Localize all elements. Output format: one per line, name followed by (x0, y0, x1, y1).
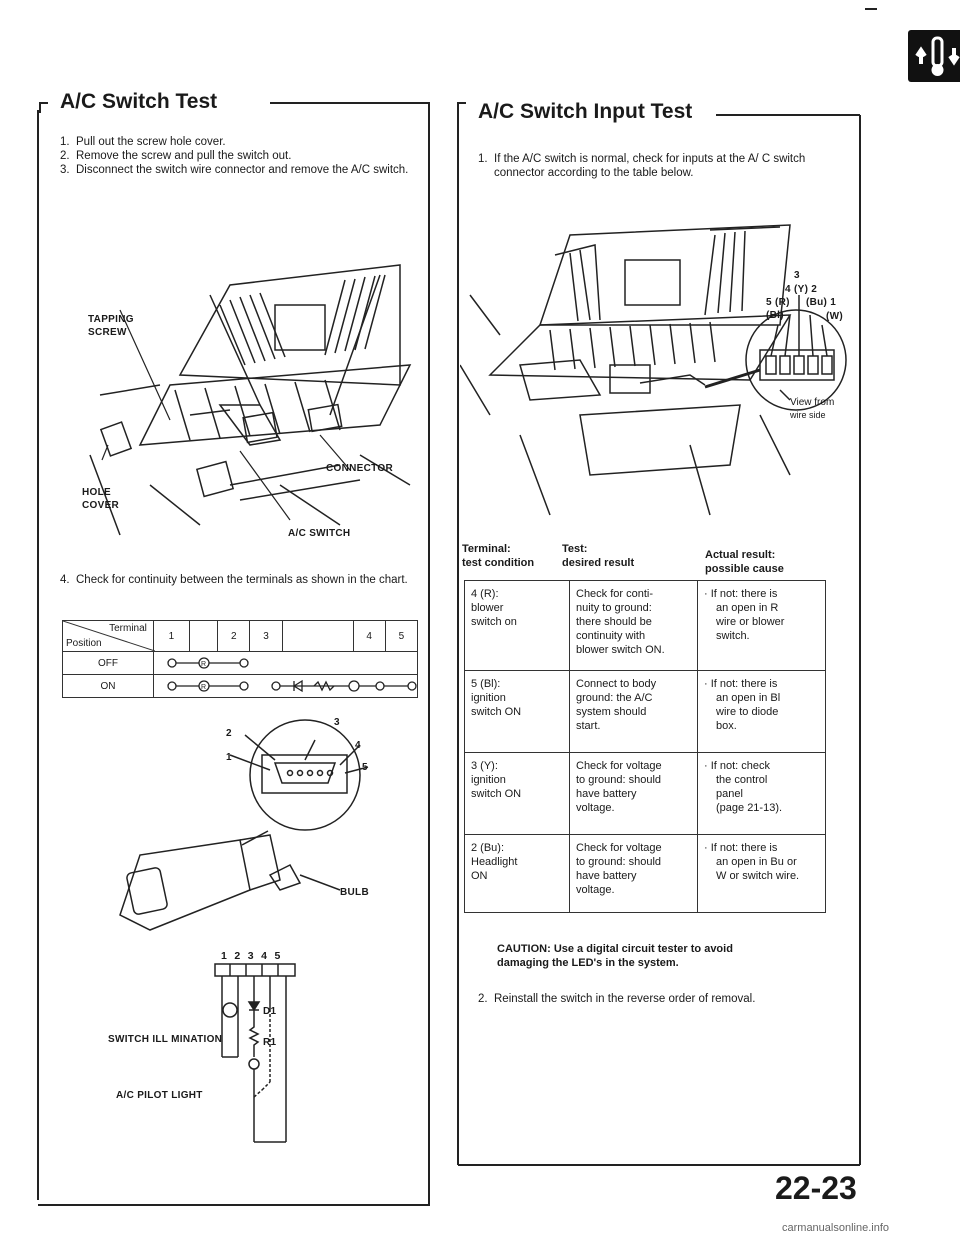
left-step-4: 4. Check for continuity between the terminals as shown in the chart. (60, 574, 408, 586)
pin-label-2: 2 (226, 728, 232, 739)
right-step-2: 2. Reinstall the switch in the reverse order of removal. (478, 993, 756, 1005)
caution-note: CAUTION: Use a digital circuit tester to avoid damaging the LED's in the system. (497, 943, 733, 969)
terminal-header (190, 621, 218, 652)
dashboard-removal-illustration (80, 255, 420, 540)
pin-label-1: 1 (226, 752, 232, 763)
connector-blue-wire: (Bl) (766, 310, 784, 321)
header-result: Actual result: possible cause (705, 549, 784, 575)
connector-location-illustration (460, 215, 860, 525)
watermark: carmanualsonline.info (782, 1222, 890, 1234)
terminal-header: 4 (353, 621, 385, 652)
ac-switch-label: A/C SWITCH (288, 528, 351, 539)
off-continuity-row (153, 652, 417, 675)
terminal-header: 2 (218, 621, 250, 652)
table-row (465, 835, 826, 913)
terminal-cell: 4 (R): blower switch on (465, 581, 570, 671)
left-steps (60, 135, 415, 177)
result-cell: · If not: there is an open in Bl wire to diode box. (698, 671, 826, 753)
on-continuity-row (153, 675, 417, 698)
thermometer-section-icon (908, 30, 960, 82)
bulb-label: BULB (340, 887, 369, 898)
connector-terminal-1: (Bu) 1 (806, 297, 837, 308)
header-test: Test: desired result (562, 543, 635, 569)
connector-label: CONNECTOR (326, 463, 393, 474)
switch-illumination-label: SWITCH ILL MINATION (108, 1034, 223, 1045)
switch-circuit-diagram (210, 962, 300, 1147)
left-section-title: A/C Switch Test (56, 90, 221, 114)
terminal-cell: 5 (Bl): ignition switch ON (465, 671, 570, 753)
pin-label-5: 5 (362, 762, 368, 773)
svg-text:R: R (200, 684, 206, 691)
svg-text:R: R (200, 661, 206, 668)
header-terminal: Terminal: test condition (462, 543, 535, 569)
continuity-table (62, 620, 418, 698)
pin-label-3: 3 (334, 717, 340, 728)
terminal-cell: 3 (Y): ignition switch ON (465, 753, 570, 835)
connector-terminal-5: 5 (R) (766, 297, 790, 308)
left-frame-left (36, 110, 40, 1200)
left-step-3: 3. Disconnect the switch wire connector and remove the A/C switch. (60, 164, 409, 176)
input-test-table (464, 580, 826, 913)
circuit-pin-labels: 1 2 3 4 5 (221, 950, 281, 962)
right-section-title: A/C Switch Input Test (474, 100, 696, 124)
left-step-1: 1. Pull out the screw hole cover. (60, 136, 226, 148)
pin-label-4: 4 (355, 740, 361, 751)
right-step-1: 1. If the A/C switch is normal, check for inputs at the A/ C switch connector according to the table below. (478, 153, 806, 179)
position-off: OFF (63, 652, 154, 675)
terminal-header: 1 (153, 621, 189, 652)
result-cell: · If not: there is an open in R wire or blower switch. (698, 581, 826, 671)
result-cell: · If not: there is an open in Bu or W or switch wire. (698, 835, 826, 913)
test-cell: Check for voltage to ground: should have battery voltage. (570, 753, 698, 835)
table-row (465, 753, 826, 835)
top-rule (865, 8, 877, 10)
terminal-header: 3 (250, 621, 282, 652)
terminal-header: 5 (385, 621, 417, 652)
hole-cover-label: HOLE COVER (82, 487, 120, 511)
test-cell: Check for conti- nuity to ground: there should be continuity with blower switch ON. (570, 581, 698, 671)
table-row (465, 671, 826, 753)
table-row (465, 581, 826, 671)
test-cell: Connect to body ground: the A/C system should start. (570, 671, 698, 753)
page-number: 22-23 (775, 1170, 857, 1206)
connector-terminal-3: 3 (794, 270, 800, 281)
connector-white-wire: (W) (826, 311, 843, 322)
d1-label: D1 (263, 1006, 277, 1017)
terminal-cell: 2 (Bu): Headlight ON (465, 835, 570, 913)
terminal-header (282, 621, 353, 652)
connector-terminal-4: 4 (Y) 2 (785, 284, 818, 295)
test-cell: Check for voltage to ground: should have battery voltage. (570, 835, 698, 913)
r1-label: R1 (263, 1037, 277, 1048)
continuity-corner-cell: Terminal Position (63, 621, 154, 652)
result-cell: · If not: check the control panel (page 21-13). (698, 753, 826, 835)
position-on: ON (63, 675, 154, 698)
view-from-wire-side: View from wire side (790, 397, 835, 420)
tapping-screw-label: TAPPING SCREW (88, 314, 134, 338)
left-step-2: 2. Remove the screw and pull the switch out. (60, 150, 292, 162)
ac-pilot-light-label: A/C PILOT LIGHT (116, 1090, 203, 1101)
